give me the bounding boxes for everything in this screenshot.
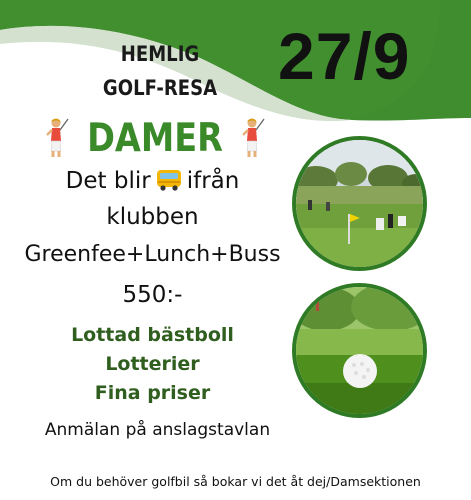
woman-golfer-icon <box>240 117 266 159</box>
damer-heading <box>40 112 270 164</box>
title-line-1: HEMLIG <box>120 42 200 66</box>
event-date: 27/9 <box>278 19 411 93</box>
intro-text-before: Det blir <box>65 168 151 194</box>
activity-item: Fina priser <box>94 382 211 404</box>
title-line-2: GOLF-RESA <box>102 76 218 100</box>
golf-ball-photo <box>292 283 427 418</box>
activity-item: Lotterier <box>105 353 200 375</box>
intro-line-2: klubben <box>106 204 199 230</box>
intro-text-after: ifrån <box>186 168 240 194</box>
intro-line <box>0 168 305 194</box>
price-text: 550:- <box>122 282 183 308</box>
golf-course-photo <box>292 136 427 271</box>
includes-text: Greenfee+Lunch+Buss <box>24 242 281 267</box>
activity-item: Lottad bästboll <box>71 324 234 346</box>
registration-text: Anmälan på anslagstavlan <box>44 420 271 440</box>
bus-icon <box>155 169 183 191</box>
damer-label: DAMER <box>87 115 223 161</box>
woman-golfer-icon <box>44 117 70 159</box>
footer-text: Om du behöver golfbil så bokar vi det åt dej/Damsektionen <box>50 474 421 489</box>
